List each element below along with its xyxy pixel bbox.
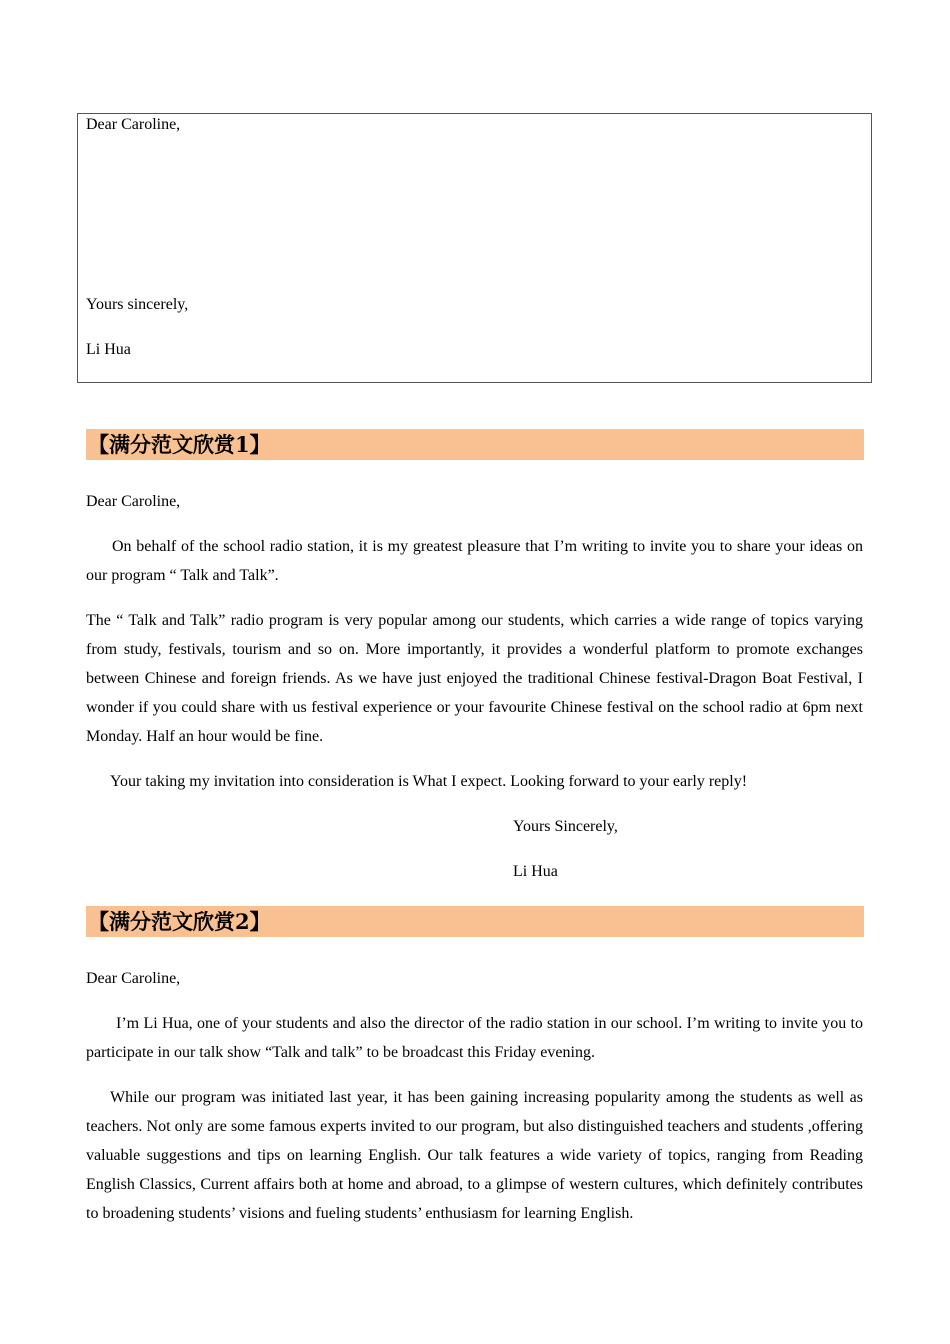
sample2-heading: 【满分范文欣赏2】: [86, 906, 864, 937]
sample2-paragraph-1: I’m Li Hua, one of your students and also the director of the radio station in our school. I’m writing to invite you to participate in our talk show “Talk and talk” to be broadcast this Friday evening.: [86, 1015, 863, 1061]
sample1-heading: 【满分范文欣赏1】: [86, 429, 864, 460]
answer-template-box: [77, 113, 872, 383]
sample1-paragraph-3: Your taking my invitation into consideration is What I expect. Looking forward to your early reply!: [110, 773, 748, 790]
template-salutation: Dear Caroline,: [86, 116, 181, 133]
sample1-paragraph-1: On behalf of the school radio station, it is my greatest pleasure that I’m writing to invite you to share your ideas on our program “ Talk and Talk”.: [86, 538, 863, 584]
sample1-paragraph-2: The “ Talk and Talk” radio program is very popular among our students, which carries a wide range of topics varying from study, festivals, tourism and so on. More importantly, it provides a wonderful platform to promote exchanges between Chinese and foreign friends. As we have just enjoyed the traditional Chinese festival-Dragon Boat Festival, I wonder if you could share with us festival experience or your favourite Chinese festival on the school radio at 6pm next Monday. Half an hour would be fine.: [86, 612, 863, 745]
sample1-salutation: Dear Caroline,: [86, 493, 181, 510]
template-signature: Li Hua: [86, 341, 131, 358]
sample2-salutation: Dear Caroline,: [86, 970, 181, 987]
template-closing: Yours sincerely,: [86, 296, 189, 313]
sample1-signature: Li Hua: [513, 863, 558, 880]
sample1-closing: Yours Sincerely,: [513, 818, 618, 835]
sample2-paragraph-2: While our program was initiated last year, it has been gaining increasing popularity among the students as well as teachers. Not only are some famous experts invited to our program, but also distinguished teachers and students ,offering valuable suggestions and tips on learning English. Our talk features a wide variety of topics, ranging from Reading English Classics, Current affairs both at home and abroad, to a glimpse of western cultures, which definitely contributes to broadening students’ visions and fueling students’ enthusiasm for learning English.: [86, 1089, 863, 1222]
